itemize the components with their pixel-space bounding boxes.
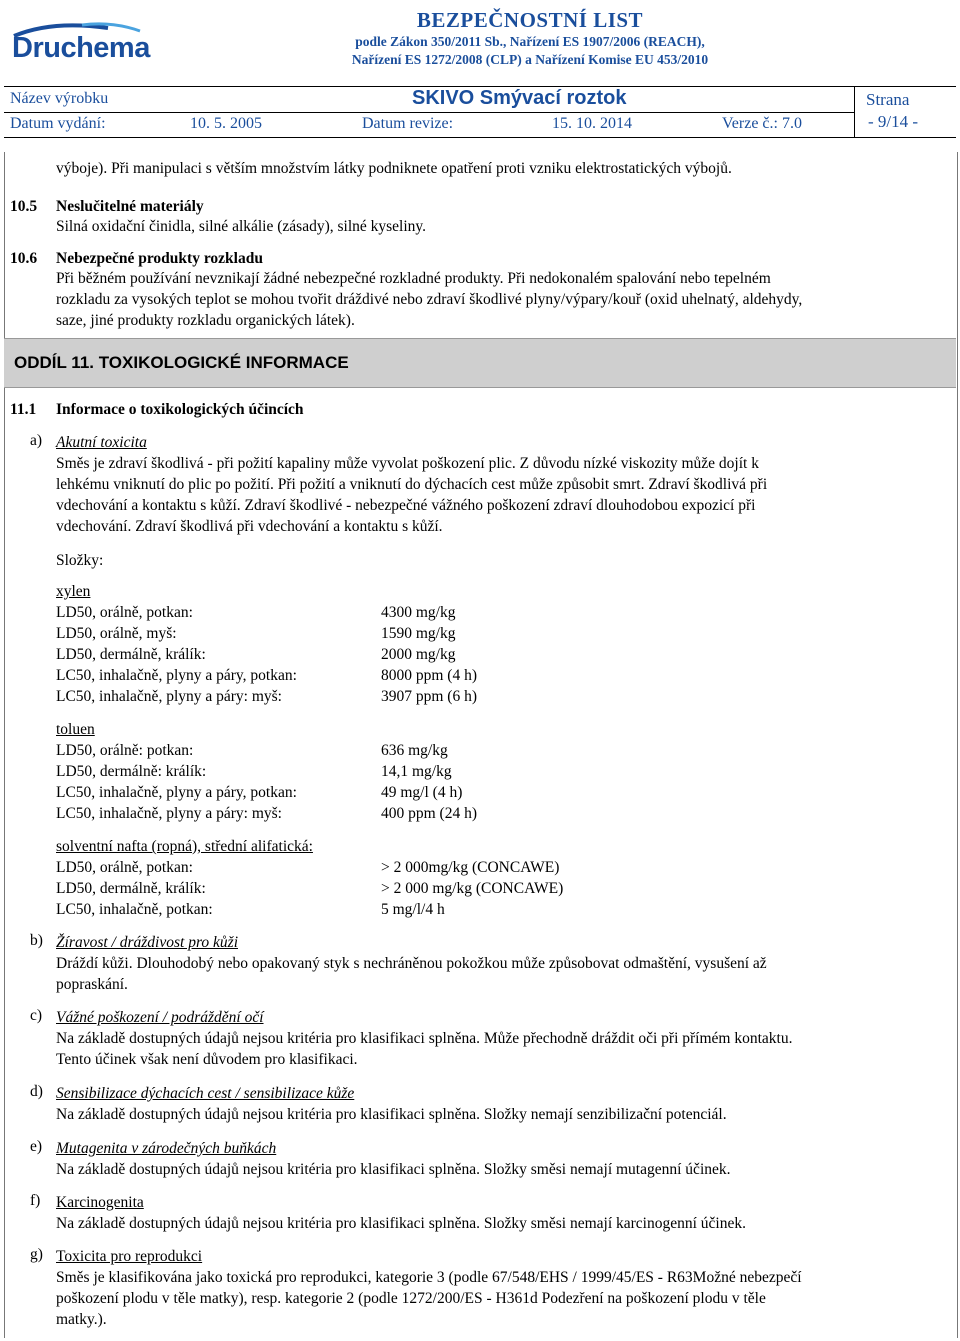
tox-test: LC50, inhalačně, plyny a páry, potkan: [56,667,297,684]
section-10-6-line3: saze, jiné produkty rozkladu organických látek). [56,312,355,329]
revision-date-label: Datum revize: [362,115,454,132]
tox-value: 1590 mg/kg [381,625,456,642]
tox-value: 5 mg/l/4 h [381,901,445,918]
product-name: SKIVO Smývací roztok [412,87,627,109]
tox-test: LD50, dermálně, králík: [56,646,206,663]
item-c-line: Na základě dostupných údajů nejsou kritéria pro klasifikaci splněna. Může přechodně dráždit oči při přímém kontaktu. [56,1030,793,1047]
tox-value: 3907 ppm (6 h) [381,688,478,705]
item-f-line: Na základě dostupných údajů nejsou kritéria pro klasifikaci splněna. Složky směsi nemají karcinogenní účinek. [56,1215,746,1232]
item-c-title: Vážné poškození / podráždění očí [56,1009,264,1026]
tox-test: LC50, inhalačně, plyny a páry: myš: [56,805,282,822]
law-reference-2: Nařízení ES 1272/2008 (CLP) a Nařízení Komise EU 453/2010 [351,52,709,67]
issue-date-label: Datum vydání: [10,115,106,132]
component-name: xylen [56,583,91,600]
item-a-label: a) [30,432,43,449]
item-d-line: Na základě dostupných údajů nejsou kritéria pro klasifikaci splněna. Složky nemají senzibilizační potenciál. [56,1106,727,1123]
tox-test: LD50, dermálně, králík: [56,880,206,897]
section-10-6-line1: Při běžném používání nevznikají žádné nebezpečné rozkladné produkty. Při nedokonalém spalování nebo tepelném [56,270,771,287]
item-e-label: e) [30,1138,43,1155]
tox-value: 8000 ppm (4 h) [381,667,478,684]
item-g-line: Směs je klasifikována jako toxická pro reprodukci, kategorie 3 (podle 67/548/EHS / 1999/45/ES - R63Možné nebezpečí [56,1269,802,1286]
tox-test: LC50, inhalačně, plyny a páry, potkan: [56,784,297,801]
tox-value: 14,1 mg/kg [381,763,452,780]
item-c-label: c) [30,1007,43,1024]
tox-test: LD50, dermálně: králík: [56,763,207,780]
tox-value: > 2 000 mg/kg (CONCAWE) [381,880,564,897]
item-f-title: Karcinogenita [56,1194,144,1211]
tox-value: 400 ppm (24 h) [381,805,478,822]
section-10-5-title: Neslučitelné materiály [56,198,204,215]
component-name: toluen [56,721,95,738]
company-logo [12,22,150,72]
issue-date: 10. 5. 2005 [190,115,262,132]
carryover-text: výboje). Při manipulaci s větším množstvím látky podniknete opatření proti vzniku elektrostatických výbojů. [56,160,732,177]
product-name-label: Název výrobku [10,90,109,107]
tox-value: 2000 mg/kg [381,646,456,663]
item-b-line: popraskání. [56,976,128,993]
tox-value: 636 mg/kg [381,742,448,759]
company-name: Druchema [12,32,150,64]
section-10-6-line2: rozkladu za vysokých teplot se mohou tvořit dráždivé nebo zdraví škodlivé plyny/výpary/kouř (oxid uhelnatý, aldehydy, [56,291,803,308]
document-title-block [330,8,730,69]
section-10-6-title: Nebezpečné produkty rozkladu [56,250,263,267]
tox-value: > 2 000mg/kg (CONCAWE) [381,859,560,876]
item-d-label: d) [30,1083,43,1100]
revision-date: 15. 10. 2014 [552,115,632,132]
item-a-line: Směs je zdraví škodlivá - při požití kapaliny může vyvolat poškození plic. Z důvodu nízké viskozity může dojít k [56,455,759,472]
section-11-1-number: 11.1 [10,401,37,418]
item-b-label: b) [30,932,43,949]
item-e-title: Mutagenita v zárodečných buňkách [56,1140,277,1157]
section-10-6-number: 10.6 [10,250,38,267]
item-f-label: f) [30,1192,41,1209]
item-a-line: vdechování a kontaktu s kůží. Zdraví škodlivé - nebezpečné vážného poškození zdraví dlouhodobou expozicí při [56,497,756,514]
page-number: - 9/14 - [868,112,919,131]
section-11-header [4,338,956,388]
version: Verze č.: 7.0 [722,115,802,132]
item-g-title: Toxicita pro reprodukci [56,1248,203,1265]
tox-test: LC50, inhalačně, potkan: [56,901,213,918]
item-g-label: g) [30,1246,43,1263]
item-a-line: lehkému vniknutí do plic po požití. Při požití a vniknutí do dýchacích cest může způsobit smrt. Zdraví škodlivá při [56,476,768,493]
document-title: BEZPEČNOSTNÍ LIST [416,8,644,32]
components-label: Složky: [56,552,104,569]
item-a-line: vdechování. Zdraví škodlivá při vdechování a kontaktu s kůží. [56,518,443,535]
tox-test: LD50, orálně, potkan: [56,604,193,621]
law-reference-1: podle Zákon 350/2011 Sb., Nařízení ES 1907/2006 (REACH), [355,34,705,49]
item-d-title: Sensibilizace dýchacích cest / sensibilizace kůže [56,1085,355,1102]
tox-test: LC50, inhalačně, plyny a páry: myš: [56,688,282,705]
item-a-title: Akutní toxicita [56,434,147,451]
component-name: solventní nafta (ropná), střední alifatická: [56,838,313,855]
item-b-title: Žíravost / dráždivost pro kůži [56,934,238,951]
section-11-1-title: Informace o toxikologických účincích [56,401,304,418]
tox-value: 4300 mg/kg [381,604,456,621]
item-b-line: Dráždí kůži. Dlouhodobý nebo opakovaný styk s nechráněnou pokožkou může způsobovat odmaštění, vysušení až [56,955,767,972]
tox-test: LD50, orálně, potkan: [56,859,193,876]
section-10-5-text: Silná oxidační činidla, silné alkálie (zásady), silné kyseliny. [56,218,427,235]
tox-test: LD50, orálně: potkan: [56,742,194,759]
tox-value: 49 mg/l (4 h) [381,784,463,801]
section-10-5-number: 10.5 [10,198,38,215]
item-e-line: Na základě dostupných údajů nejsou kritéria pro klasifikaci splněna. Složky směsi nemají mutagenní účinek. [56,1161,731,1178]
section-11-title: ODDÍL 11. TOXIKOLOGICKÉ INFORMACE [14,353,349,372]
tox-test: LD50, orálně, myš: [56,625,177,642]
item-c-line: Tento účinek však není důvodem pro klasifikaci. [56,1051,358,1068]
page-label: Strana [866,90,910,109]
item-g-line: poškození plodu v těle matky), resp. kategorie 2 (podle 1272/200/ES - H361d Podezření na poškození plodu v těle [56,1290,766,1307]
item-g-line: matky.). [56,1311,107,1328]
